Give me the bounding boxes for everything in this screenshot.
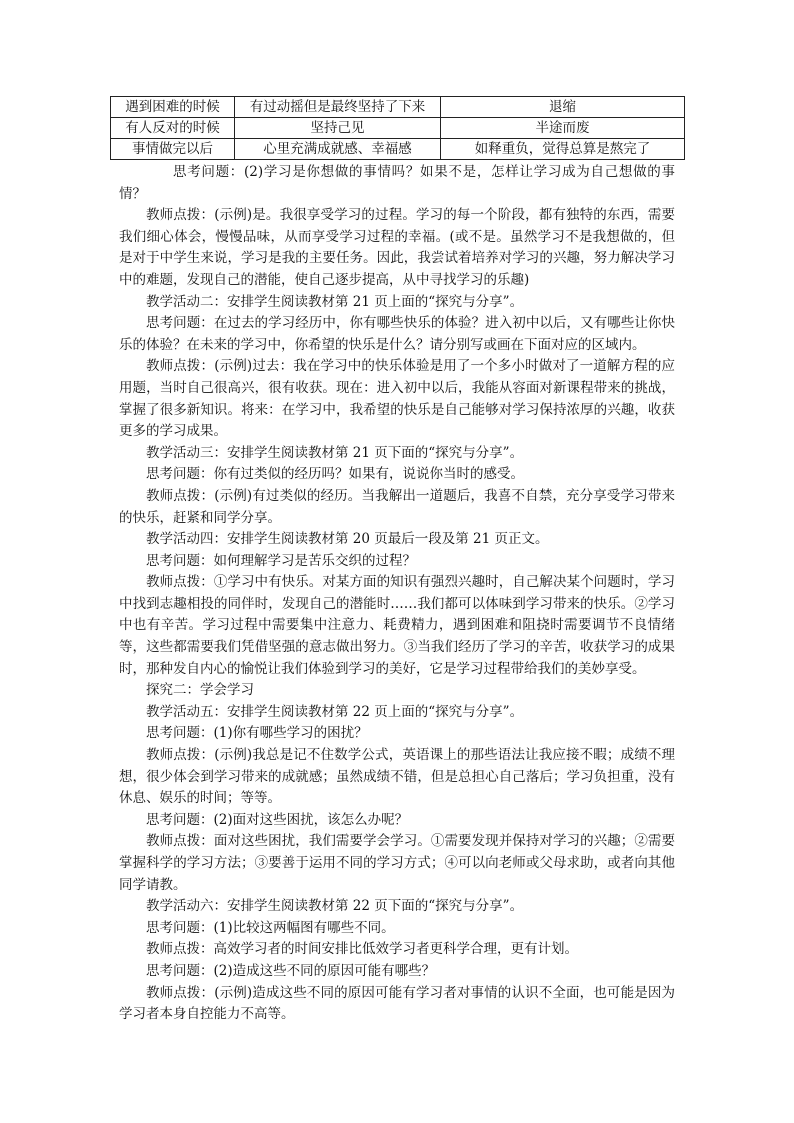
paragraph: 教学活动五：安排学生阅读教材第 22 页上面的“探究与分享”。 xyxy=(146,703,524,720)
table-cell: 有过动摇但是最终坚持了下来 xyxy=(235,97,441,118)
table-row xyxy=(111,139,685,160)
paragraph: 思考问题：如何理解学习是苦乐交织的过程？ xyxy=(146,552,416,569)
table-cell: 遇到困难的时候 xyxy=(111,97,235,118)
paragraph: 教学活动六：安排学生阅读教材第 22 页下面的“探究与分享”。 xyxy=(146,898,524,915)
paragraph: 教学活动三：安排学生阅读教材第 21 页下面的“探究与分享”。 xyxy=(146,444,524,461)
paragraph: 教师点拨：(示例)造成这些不同的原因可能有学习者对事情的认识不全面，也可能是因为学习者本身自控能力不高等。 xyxy=(119,984,675,1023)
paragraph: 教师点拨：(示例)有过类似的经历。当我解出一道题后，我喜不自禁，充分享受学习带来的快乐，赶紧和同学分享。 xyxy=(119,487,675,526)
paragraph: 教师点拨：(示例)是。我很享受学习的过程。学习的每一个阶段，都有独特的东西，需要我们细心体会，慢慢品味，从而享受学习过程的幸福。(或不是。虽然学习不是我想做的，但是对于中学生来说，学习是我的主要任务。因此，我尝试着培养对学习的兴趣，努力解决学习中的难题，发现自己的潜能，使自己逐步提高，从中寻找学习的乐趣) xyxy=(119,207,675,288)
table-cell: 有人反对的时候 xyxy=(111,118,235,139)
body-text xyxy=(119,162,675,1026)
section-heading: 探究二：学会学习 xyxy=(146,682,254,699)
table-cell: 如释重负，觉得总算是熬完了 xyxy=(441,139,685,160)
paragraph: 思考问题：在过去的学习经历中，你有哪些快乐的体验？进入初中以后，又有哪些让你快乐的体验？在未来的学习中，你希望的快乐是什么？请分别写或画在下面对应的区域内。 xyxy=(119,315,675,353)
paragraph: 思考问题：(1)你有哪些学习的困扰？ xyxy=(146,725,368,742)
paragraph: 思考问题：你有过类似的经历吗？如果有，说说你当时的感受。 xyxy=(146,466,524,483)
paragraph: 教师点拨：①学习中有快乐。对某方面的知识有强烈兴趣时，自己解决某个问题时，学习中找到志趣相投的同伴时，发现自己的潜能时……我们都可以体味到学习带来的快乐。②学习中也有辛苦。学习过程中需要集中注意力、耗费精力，遇到困难和阻挠时需要调节不良情绪等，这些都需要我们凭借坚强的意志做出努力。③当我们经历了学习的辛苦，收获学习的成果时，那种发自内心的愉悦让我们体验到学习的美好，它是学习过程带给我们的美妙享受。 xyxy=(119,574,675,677)
table-cell: 退缩 xyxy=(441,97,685,118)
table-row xyxy=(111,118,685,139)
paragraph: 教师点拨：(示例)我总是记不住数学公式，英语课上的那些语法让我应接不暇；成绩不理想，很少体会到学习带来的成就感；虽然成绩不错，但是总担心自己落后；学习负担重，没有休息、娱乐的时间；等等。 xyxy=(119,747,675,807)
table-cell: 心里充满成就感、幸福感 xyxy=(235,139,441,160)
paragraph: 思考问题：(2)造成这些不同的原因可能有哪些？ xyxy=(146,962,436,979)
paragraph: 思考问题：(1)比较这两幅图有哪些不同。 xyxy=(146,919,395,936)
paragraph: 教学活动二：安排学生阅读教材第 21 页上面的“探究与分享”。 xyxy=(146,293,524,310)
paragraph: 思考问题：(2)面对这些困扰，该怎么办呢？ xyxy=(146,811,409,828)
table-cell: 半途而废 xyxy=(441,118,685,139)
paragraph: 思考问题：(2)学习是你想做的事情吗？如果不是，怎样让学习成为自己想做的事情？ xyxy=(119,164,675,202)
table-cell: 坚持己见 xyxy=(235,118,441,139)
table-row xyxy=(111,97,685,118)
paragraph: 教师点拨：高效学习者的时间安排比低效学习者更科学合理，更有计划。 xyxy=(146,941,578,958)
comparison-table xyxy=(110,96,685,160)
paragraph: 教师点拨：面对这些困扰，我们需要学会学习。①需要发现并保持对学习的兴趣；②需要掌握科学的学习方法；③要善于运用不同的学习方式；④可以向老师或父母求助，或者向其他同学请教。 xyxy=(119,833,675,893)
table-cell: 事情做完以后 xyxy=(111,139,235,160)
paragraph: 教学活动四：安排学生阅读教材第 20 页最后一段及第 21 页正文。 xyxy=(146,531,549,548)
paragraph: 教师点拨：(示例)过去：我在学习中的快乐体验是用了一个多小时做对了一道解方程的应用题，当时自己很高兴，很有收获。现在：进入初中以后，我能从容面对新课程带来的挑战，掌握了很多新知识。将来：在学习中，我希望的快乐是自己能够对学习保持浓厚的兴趣，收获更多的学习成果。 xyxy=(119,358,675,440)
